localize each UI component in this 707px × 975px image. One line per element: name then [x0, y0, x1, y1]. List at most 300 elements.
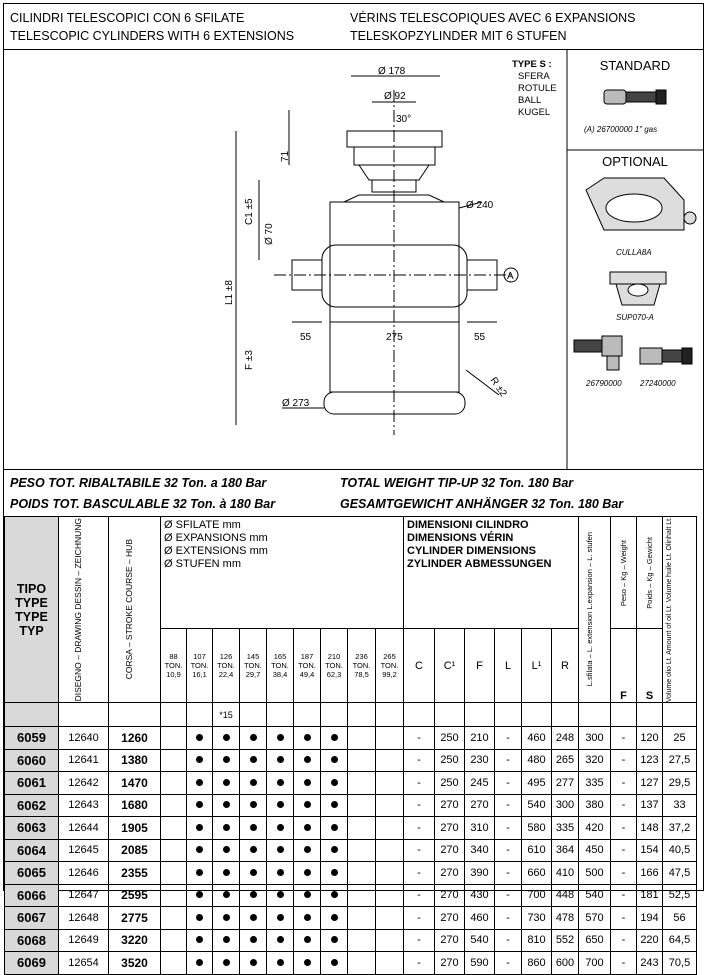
row-ton-cell	[187, 817, 213, 840]
row-value: 335	[579, 772, 611, 795]
bullet-dot-icon	[277, 959, 284, 966]
bullet-dot-icon	[304, 779, 311, 786]
row-ton-cell	[294, 772, 321, 795]
row-ton-cell	[267, 862, 294, 885]
row-ton-cell	[376, 929, 404, 952]
row-value: 410	[552, 862, 579, 885]
weights-block	[4, 470, 703, 516]
row-ton-cell	[187, 929, 213, 952]
note-cell	[5, 703, 59, 727]
row-ton-cell	[187, 794, 213, 817]
header-german: TELESKOPZYLINDER MIT 6 STUFEN	[350, 29, 567, 43]
note-cell	[59, 703, 109, 727]
row-ton-cell	[161, 817, 187, 840]
bullet-dot-icon	[196, 869, 203, 876]
row-value: 194	[637, 907, 663, 930]
bullet-dot-icon	[223, 936, 230, 943]
row-ton-cell	[321, 929, 348, 952]
row-ton-cell	[321, 952, 348, 975]
row-value: -	[611, 794, 637, 817]
row-value: 700	[522, 884, 552, 907]
dim-de: ZYLINDER ABMESSUNGEN	[407, 558, 552, 570]
row-ton-cell	[348, 749, 376, 772]
row-value: -	[611, 772, 637, 795]
bullet-dot-icon	[304, 734, 311, 741]
row-value: 270	[435, 929, 465, 952]
row-disegno: 12642	[59, 772, 109, 795]
row-value: 270	[435, 817, 465, 840]
row-value: -	[404, 952, 435, 975]
table-row	[5, 907, 697, 930]
row-ton-cell	[267, 817, 294, 840]
sfilate-de: Ø STUFEN mm	[164, 558, 241, 570]
ton-col-165: 165 TON. 38,4	[267, 629, 294, 703]
dim-col-C: C	[404, 629, 435, 703]
row-ton-cell	[267, 839, 294, 862]
bullet-dot-icon	[331, 824, 338, 831]
row-value: -	[404, 749, 435, 772]
ton-col-126: 126 TON. 22,4	[213, 629, 240, 703]
row-ton-cell	[267, 907, 294, 930]
row-disegno: 12641	[59, 749, 109, 772]
weight-col-F: F	[611, 629, 637, 703]
row-value: -	[404, 884, 435, 907]
dim-d240: Ø 240	[466, 200, 494, 211]
dim-col-R: R	[552, 629, 579, 703]
row-value: 460	[465, 907, 495, 930]
row-value: -	[495, 952, 522, 975]
bullet-dot-icon	[277, 914, 284, 921]
row-disegno: 12643	[59, 794, 109, 817]
weight-col-S: S	[637, 629, 663, 703]
note-cell	[294, 703, 321, 727]
row-value: 40,5	[663, 839, 697, 862]
row-value: 166	[637, 862, 663, 885]
dim-col-F: F	[465, 629, 495, 703]
bullet-dot-icon	[331, 779, 338, 786]
col-disegno: DISEGNO – DRAWING DESSIN – ZEICHNUNG	[59, 517, 109, 703]
row-value: -	[611, 817, 637, 840]
row-ton-cell	[376, 817, 404, 840]
bullet-dot-icon	[250, 869, 257, 876]
row-ton-cell	[213, 727, 240, 750]
row-ton-cell	[376, 794, 404, 817]
row-corsa: 2085	[109, 839, 161, 862]
row-ton-cell	[187, 907, 213, 930]
row-value: 610	[522, 839, 552, 862]
row-value: -	[404, 862, 435, 885]
note-cell	[187, 703, 213, 727]
col-peso: Peso – Kg – Weight	[611, 517, 637, 629]
row-ton-cell	[294, 794, 321, 817]
row-value: -	[404, 907, 435, 930]
row-value: -	[495, 862, 522, 885]
col-corsa: CORSA – STROKE COURSE – HUB	[109, 517, 161, 703]
row-value: -	[611, 884, 637, 907]
row-value: 123	[637, 749, 663, 772]
row-corsa: 2775	[109, 907, 161, 930]
note-cell	[637, 703, 663, 727]
row-corsa: 1905	[109, 817, 161, 840]
bullet-dot-icon	[250, 846, 257, 853]
dim-w55b: 55	[474, 332, 486, 343]
row-ton-cell	[213, 884, 240, 907]
row-ton-cell	[161, 772, 187, 795]
row-ton-cell	[187, 862, 213, 885]
row-value: -	[404, 772, 435, 795]
row-ton-cell	[240, 862, 267, 885]
row-value: 265	[552, 749, 579, 772]
row-ton-cell	[294, 862, 321, 885]
row-value: 230	[465, 749, 495, 772]
bullet-dot-icon	[250, 891, 257, 898]
row-value: 540	[522, 794, 552, 817]
row-ton-cell	[294, 727, 321, 750]
bullet-dot-icon	[331, 756, 338, 763]
note-cell	[495, 703, 522, 727]
dim-angle: 30°	[396, 114, 412, 125]
ton-col-236: 236 TON. 78,5	[348, 629, 376, 703]
row-value: 120	[637, 727, 663, 750]
row-value: 730	[522, 907, 552, 930]
note-cell	[522, 703, 552, 727]
bullet-dot-icon	[250, 824, 257, 831]
row-corsa: 1380	[109, 749, 161, 772]
dim-w275: 275	[386, 332, 403, 343]
row-ton-cell	[187, 952, 213, 975]
weight-italian: PESO TOT. RIBALTABILE 32 Ton. a 180 Bar	[10, 476, 267, 490]
row-ton-cell	[376, 839, 404, 862]
row-value: 320	[579, 749, 611, 772]
col-lsfilata: L.sfilata – L. extension L.expansion – L. stufen	[579, 517, 611, 703]
bullet-dot-icon	[223, 891, 230, 898]
bullet-dot-icon	[304, 869, 311, 876]
row-ton-cell	[321, 817, 348, 840]
row-value: 47,5	[663, 862, 697, 885]
bullet-dot-icon	[196, 914, 203, 921]
row-value: 250	[435, 727, 465, 750]
ton-col-187: 187 TON. 49,4	[294, 629, 321, 703]
bullet-dot-icon	[277, 846, 284, 853]
cylinder-drawing	[236, 76, 518, 435]
row-ton-cell	[267, 772, 294, 795]
row-disegno: 12640	[59, 727, 109, 750]
row-value: 270	[435, 862, 465, 885]
col-dimensioni	[404, 517, 579, 629]
bullet-dot-icon	[196, 891, 203, 898]
row-ton-cell	[240, 839, 267, 862]
bullet-dot-icon	[331, 846, 338, 853]
bullet-dot-icon	[277, 756, 284, 763]
row-disegno: 12646	[59, 862, 109, 885]
bullet-dot-icon	[331, 914, 338, 921]
bullet-dot-icon	[250, 914, 257, 921]
row-ton-cell	[267, 952, 294, 975]
row-ton-cell	[376, 952, 404, 975]
row-value: -	[611, 862, 637, 885]
row-value: 210	[465, 727, 495, 750]
row-value: 500	[579, 862, 611, 885]
row-ton-cell	[348, 727, 376, 750]
bullet-dot-icon	[304, 936, 311, 943]
row-value: 552	[552, 929, 579, 952]
row-disegno: 12647	[59, 884, 109, 907]
row-value: 56	[663, 907, 697, 930]
bullet-dot-icon	[196, 959, 203, 966]
straight-fitting-icon	[640, 348, 692, 364]
row-tipo: 6068	[5, 929, 59, 952]
row-value: 590	[465, 952, 495, 975]
table-row	[5, 817, 697, 840]
row-ton-cell	[213, 772, 240, 795]
table-row	[5, 929, 697, 952]
row-ton-cell	[348, 839, 376, 862]
row-disegno: 12649	[59, 929, 109, 952]
row-ton-cell	[240, 929, 267, 952]
row-ton-cell	[348, 907, 376, 930]
table-row	[5, 952, 697, 975]
row-value: 380	[579, 794, 611, 817]
weight-english: TOTAL WEIGHT TIP-UP 32 Ton. 180 Bar	[340, 476, 574, 490]
row-corsa: 1680	[109, 794, 161, 817]
row-value: -	[611, 929, 637, 952]
row-ton-cell	[240, 907, 267, 930]
row-value: 600	[552, 952, 579, 975]
row-value: -	[495, 727, 522, 750]
row-value: 495	[522, 772, 552, 795]
note-cell	[404, 703, 435, 727]
row-value: 420	[579, 817, 611, 840]
row-ton-cell	[348, 794, 376, 817]
bullet-dot-icon	[304, 824, 311, 831]
bullet-dot-icon	[277, 936, 284, 943]
row-ton-cell	[240, 794, 267, 817]
note-cell	[348, 703, 376, 727]
note-cell	[161, 703, 187, 727]
standard-code: (A) 26700000 1" gas	[584, 125, 658, 134]
row-value: -	[495, 929, 522, 952]
header-right	[350, 9, 636, 45]
standard-fitting-icon	[604, 90, 666, 104]
note-cell	[321, 703, 348, 727]
row-ton-cell	[321, 839, 348, 862]
note-cell	[611, 703, 637, 727]
row-ton-cell	[321, 794, 348, 817]
row-ton-cell	[294, 749, 321, 772]
bullet-dot-icon	[196, 734, 203, 741]
row-value: 810	[522, 929, 552, 952]
bullet-dot-icon	[304, 801, 311, 808]
dim-l1: L1 ±8	[224, 280, 235, 305]
row-ton-cell	[294, 839, 321, 862]
bullet-dot-icon	[331, 959, 338, 966]
ton-col-88: 88 TON. 10,9	[161, 629, 187, 703]
bullet-dot-icon	[277, 869, 284, 876]
bullet-dot-icon	[331, 734, 338, 741]
row-ton-cell	[321, 862, 348, 885]
row-ton-cell	[187, 772, 213, 795]
row-value: 650	[579, 929, 611, 952]
table-row	[5, 794, 697, 817]
row-value: 450	[579, 839, 611, 862]
row-value: -	[611, 907, 637, 930]
bullet-dot-icon	[304, 891, 311, 898]
row-ton-cell	[213, 817, 240, 840]
support-icon	[610, 272, 666, 305]
bullet-dot-icon	[331, 801, 338, 808]
row-value: -	[495, 772, 522, 795]
bullet-dot-icon	[277, 779, 284, 786]
row-value: 52,5	[663, 884, 697, 907]
row-value: 310	[465, 817, 495, 840]
row-value: -	[495, 749, 522, 772]
row-ton-cell	[294, 907, 321, 930]
col-sfilate	[161, 517, 404, 629]
dim-col-L: L	[495, 629, 522, 703]
standard-label: STANDARD	[599, 58, 671, 73]
col-volume: Volume olio Lt. Amount of oil Lt. Volume huile Lt. Ölinhalt Lt.	[663, 517, 697, 703]
ton-col-265: 265 TON. 99,2	[376, 629, 404, 703]
bullet-dot-icon	[223, 734, 230, 741]
bullet-dot-icon	[277, 801, 284, 808]
row-value: 364	[552, 839, 579, 862]
row-value: 460	[522, 727, 552, 750]
row-tipo: 6069	[5, 952, 59, 975]
type-s-en: BALL	[518, 95, 542, 106]
row-ton-cell	[240, 817, 267, 840]
row-ton-cell	[187, 884, 213, 907]
row-tipo: 6061	[5, 772, 59, 795]
row-value: 430	[465, 884, 495, 907]
bullet-dot-icon	[277, 824, 284, 831]
dim-d178: Ø 178	[378, 66, 406, 77]
row-corsa: 3520	[109, 952, 161, 975]
row-value: 700	[579, 952, 611, 975]
row-ton-cell	[267, 929, 294, 952]
row-value: -	[404, 839, 435, 862]
type-s-title: TYPE S :	[512, 59, 552, 70]
row-ton-cell	[348, 817, 376, 840]
row-ton-cell	[240, 727, 267, 750]
row-ton-cell	[213, 839, 240, 862]
row-ton-cell	[321, 772, 348, 795]
row-value: 248	[552, 727, 579, 750]
bullet-dot-icon	[250, 734, 257, 741]
row-value: 270	[435, 907, 465, 930]
header-italian: CILINDRI TELESCOPICI CON 6 SFILATE	[10, 11, 245, 25]
row-ton-cell	[187, 727, 213, 750]
type-s-list	[512, 59, 557, 118]
row-value: -	[611, 749, 637, 772]
bullet-dot-icon	[223, 846, 230, 853]
dim-c1: C1 ±5	[244, 198, 255, 225]
bullet-dot-icon	[277, 891, 284, 898]
row-ton-cell	[376, 884, 404, 907]
row-value: 137	[637, 794, 663, 817]
optional-label: OPTIONAL	[602, 154, 668, 169]
row-value: -	[404, 817, 435, 840]
row-ton-cell	[213, 794, 240, 817]
bullet-dot-icon	[250, 936, 257, 943]
dim-fr: DIMENSIONS VÉRIN	[407, 532, 514, 544]
note-cell	[376, 703, 404, 727]
row-ton-cell	[161, 749, 187, 772]
header-french: VÉRINS TELESCOPIQUES AVEC 6 EXPANSIONS	[350, 11, 636, 25]
bullet-dot-icon	[331, 891, 338, 898]
row-ton-cell	[161, 929, 187, 952]
ton-col-107: 107 TON. 16,1	[187, 629, 213, 703]
sfilate-it: Ø SFILATE mm	[164, 519, 241, 531]
row-ton-cell	[348, 929, 376, 952]
row-disegno: 12644	[59, 817, 109, 840]
row-tipo: 6059	[5, 727, 59, 750]
bullet-dot-icon	[250, 801, 257, 808]
note-cell	[465, 703, 495, 727]
note-cell	[109, 703, 161, 727]
dim-d273: Ø 273	[282, 398, 310, 409]
dim-col-C¹: C¹	[435, 629, 465, 703]
dim-it: DIMENSIONI CILINDRO	[407, 519, 529, 531]
row-ton-cell	[321, 884, 348, 907]
row-ton-cell	[213, 952, 240, 975]
bullet-dot-icon	[223, 959, 230, 966]
bullet-dot-icon	[250, 959, 257, 966]
bullet-dot-icon	[196, 824, 203, 831]
col-tipo	[5, 517, 59, 703]
row-value: -	[495, 884, 522, 907]
row-ton-cell	[376, 862, 404, 885]
row-value: 127	[637, 772, 663, 795]
note-cell	[663, 703, 697, 727]
weight-french: POIDS TOT. BASCULABLE 32 Ton. à 180 Bar	[10, 497, 276, 511]
row-value: -	[611, 727, 637, 750]
row-corsa: 3220	[109, 929, 161, 952]
row-value: 340	[465, 839, 495, 862]
row-value: 181	[637, 884, 663, 907]
dim-h71: 71	[280, 150, 291, 162]
elbow-fitting-icon	[574, 336, 622, 370]
row-ton-cell	[294, 817, 321, 840]
row-value: 64,5	[663, 929, 697, 952]
row-value: 148	[637, 817, 663, 840]
row-value: 250	[435, 772, 465, 795]
bullet-dot-icon	[223, 779, 230, 786]
dim-a-marker: A	[507, 271, 514, 282]
row-ton-cell	[213, 907, 240, 930]
row-value: 478	[552, 907, 579, 930]
datasheet-frame	[3, 3, 704, 971]
row-value: -	[611, 952, 637, 975]
tipo-en: TYPE	[15, 595, 48, 610]
row-value: 270	[435, 884, 465, 907]
dim-col-L¹: L¹	[522, 629, 552, 703]
bullet-dot-icon	[304, 959, 311, 966]
bullet-dot-icon	[196, 801, 203, 808]
note-15: *15	[213, 703, 240, 727]
row-value: -	[404, 929, 435, 952]
row-value: 570	[579, 907, 611, 930]
header-english: TELESCOPIC CYLINDERS WITH 6 EXTENSIONS	[10, 29, 295, 43]
row-ton-cell	[321, 749, 348, 772]
row-value: 277	[552, 772, 579, 795]
row-ton-cell	[348, 952, 376, 975]
row-value: -	[404, 794, 435, 817]
row-value: 540	[579, 884, 611, 907]
row-ton-cell	[267, 727, 294, 750]
row-ton-cell	[213, 929, 240, 952]
bullet-dot-icon	[196, 936, 203, 943]
row-ton-cell	[321, 727, 348, 750]
